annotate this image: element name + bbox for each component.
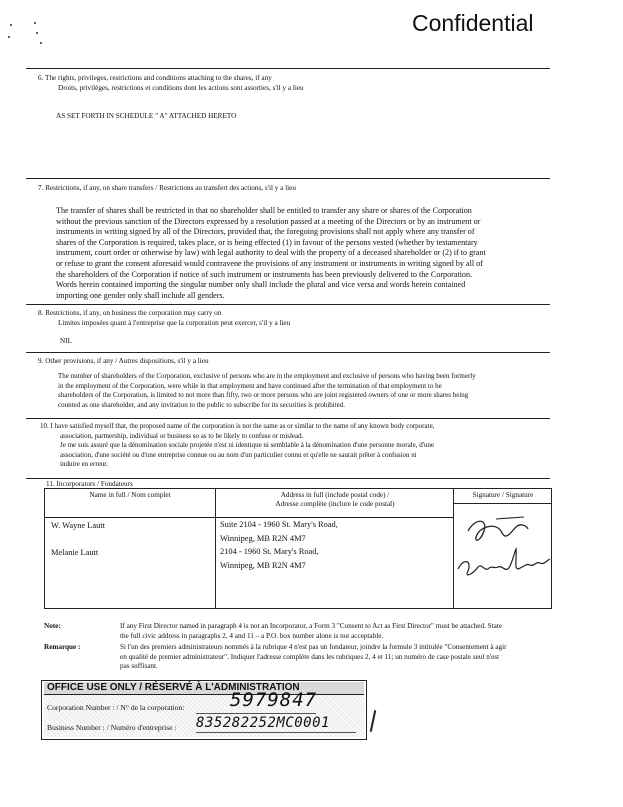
incorporator-address-line: 2104 - 1960 St. Mary's Road, [220, 547, 319, 556]
business-number-label: Business Number : / Numéro d'entreprise : [47, 723, 177, 732]
remarque-label: Remarque : [44, 643, 81, 651]
incorporators-table [44, 488, 552, 609]
divider [26, 68, 550, 69]
s6-title-fr: Droits, privilèges, restrictions et conditions dont les actions sont assorties, s'il y a lieu [58, 84, 304, 92]
s6-title-en: 6. The rights, privileges, restrictions and conditions attaching to the shares, if any [38, 74, 272, 82]
s7-line: The transfer of shares shall be restricted in that no shareholder shall be entitled to transfer any share or shares of the Corporation [56, 206, 472, 215]
s9-line: The number of shareholders of the Corporation, exclusive of persons who are in the employment and exclusive of persons who having been formerly [58, 372, 476, 380]
incorporator-address-line: Winnipeg, MB R2N 4M7 [220, 534, 306, 543]
note-line: the full civic address in paragraphs 2, 4 and 11 – a P.O. box number alone is not acceptable. [120, 631, 384, 640]
s9-paragraph [58, 372, 550, 410]
note-line: pas suffisant. [120, 662, 158, 671]
s9-line: in the employment of the Corporation, were while in that employment and have continued after the termination of that employment to be [58, 381, 442, 390]
s7-line: instruments in writing signed by all of the Directors, provided that, the foregoing provisions shall not apply where any transfer of [56, 227, 475, 237]
s7-line: or refuse to grant the consent aforesaid would contravene the provisions of any instrument or instruments in writing signed by all of [56, 258, 483, 268]
col-address-header-fr: Adresse complète (inclure le code postal) [275, 500, 395, 508]
signature-column [453, 489, 552, 608]
divider [26, 478, 550, 479]
business-number-value: 835282252MC0001 [196, 715, 330, 731]
incorporator-address-line: Suite 2104 - 1960 St. Mary's Road, [220, 520, 338, 529]
note-line: If any First Director named in paragraph 4 is not an Incorporator, a Form 3 "Consent to Act as First Director" must be attached. State [120, 622, 503, 630]
corp-number-underline [196, 713, 316, 714]
office-use-body [44, 689, 364, 737]
confidential-label: Confidential [412, 10, 534, 36]
s10-line: induire en erreur. [60, 460, 109, 469]
s8-title-en: 8. Restrictions, if any, on business the corporation may carry on [38, 309, 222, 317]
office-use-box [41, 680, 367, 740]
note-line: Si l'un des premiers administrateurs nommés à la rubrique 4 n'est pas un fondateur, joindre la formule 3 intitulée "Consentement à agir [120, 643, 507, 651]
s10-line: association, d'une société ou d'une entreprise connue ou au nom d'un particulier connu et qu'elle ne saurait prêter à confusion ni [60, 450, 417, 459]
scan-specks [6, 22, 46, 52]
office-use-header: OFFICE USE ONLY / RÉSERVÉ À L'ADMINISTRATION [44, 682, 364, 695]
note-label: Note: [44, 622, 61, 630]
s11-title: 11. Incorporators / Fondateurs [46, 480, 133, 488]
s7-line: importing one gender only shall include all genders. [56, 290, 225, 300]
note-text-fr [120, 643, 560, 672]
note-line: en qualité de premier administrateur". Indiquer l'adresse complète dans les rubriques 2, 4 et 11; un numéro de case postale seul n'est [120, 652, 500, 661]
address-column [215, 489, 454, 608]
s7-title: 7. Restrictions, if any, on share transfers / Restrictions au transfert des actions, s'il y a lieu [38, 184, 296, 192]
col-name-header: Name in full / Nom complet [45, 489, 215, 518]
s7-line: the shareholders of the Corporation if notice of such instrument or instruments has been previously delivered to the Corporation. [56, 269, 473, 279]
corporation-number-value: 5979847 [230, 689, 318, 711]
business-number-underline [196, 732, 356, 733]
s7-line: instrument, court order or otherwise by law) with legal authority to deal with the property of a deceased shareholder or (2) if to grant [56, 248, 486, 258]
name-column [45, 489, 215, 608]
incorporator-address-line: Winnipeg, MB R2N 4M7 [220, 561, 306, 570]
s10-line: 10. I have satisfied myself that, the proposed name of the corporation is not the same as or similar to the name of any known body corporate, [40, 422, 435, 430]
s6-content: AS SET FORTH IN SCHEDULE " A" ATTACHED HERETO [56, 112, 237, 120]
handwritten-signatures [454, 513, 552, 608]
s7-line: shares of the Corporation is required, takes place, or is being effected (1) in favour of the persons vested (whether by testamentary [56, 237, 478, 247]
s10-paragraph [40, 422, 550, 470]
pen-mark [370, 710, 377, 732]
col-address-header [216, 489, 454, 518]
incorporator-name: W. Wayne Lautt [51, 521, 105, 530]
col-signature-header: Signature / Signature [454, 489, 552, 504]
s7-paragraph [56, 206, 550, 301]
s9-line: shareholders of the Corporation, is limited to not more than fifty, two or more persons who are joint registered owners of one or more shares being [58, 391, 469, 400]
s7-line: without the previous sanction of the Directors expressed by a resolution passed at a meeting of the Directors or by an instrument or [56, 216, 481, 226]
divider [26, 352, 550, 353]
divider [26, 304, 550, 305]
s9-line: counted as one shareholder, and any invitation to the public to subscribe for its securities is prohibited. [58, 400, 346, 409]
s8-content: NIL [60, 337, 72, 345]
divider [26, 418, 550, 419]
corporation-number-label: Corporation Number : / N° de la corporation: [47, 703, 185, 712]
s10-line: association, partnership, individual or business so as to be likely to confuse or mislead. [60, 431, 304, 440]
s10-line: Je me suis assuré que la dénomination sociale projetée n'est ni identique ni semblable à la dénomination d'une personne morale, d'une [60, 441, 435, 450]
s9-title: 9. Other provisions, if any / Autres dispositions, s'il y a lieu [38, 357, 209, 365]
s7-line: Words herein contained importing the singular number only shall include the plural and vice versa and words herein contained [56, 280, 466, 290]
note-text-en [120, 622, 560, 641]
col-address-header-en: Address in full (include postal code) / [280, 491, 390, 499]
divider [26, 178, 550, 179]
s8-title-fr: Limites imposées quant à l'entreprise que la corporation peut exercer, s'il y a lieu [58, 319, 291, 327]
incorporator-name: Melanie Lautt [51, 548, 99, 557]
